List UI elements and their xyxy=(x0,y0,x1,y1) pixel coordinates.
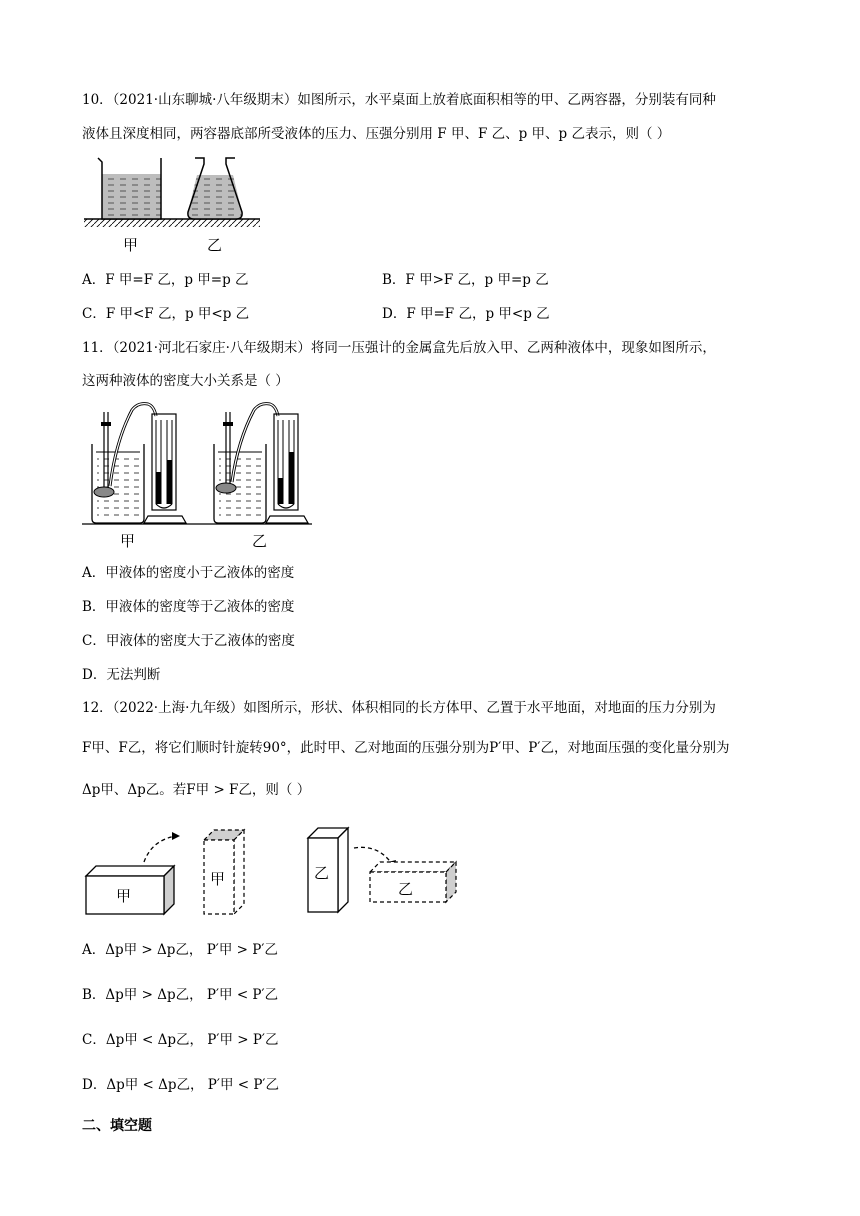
block-yi-vertical xyxy=(308,828,348,912)
q11-stem-line1: 11．（2021·河北石家庄·八年级期末）将同一压强计的金属盒先后放入甲、乙两种液体中，现象如图所示， xyxy=(82,340,716,356)
q11-fig-label-jia: 甲 xyxy=(120,532,136,550)
q11-option-d[interactable]: D．无法判断 xyxy=(82,667,161,683)
block-jia-label: 甲 xyxy=(116,887,132,905)
block-yi-label: 乙 xyxy=(314,864,330,882)
rotate-arrow-2 xyxy=(354,847,392,864)
q11-option-a[interactable]: A．甲液体的密度小于乙液体的密度 xyxy=(82,565,295,581)
beaker-jia xyxy=(98,158,161,219)
q10-fig-label-yi: 乙 xyxy=(207,236,223,254)
q10-fig-label-jia: 甲 xyxy=(123,236,139,254)
rotate-arrow-1-head xyxy=(172,832,180,840)
q12-stem-line2: F甲、F乙，将它们顺时针旋转90°，此时甲、乙对地面的压强分别为P′甲、P′乙，对地面压强的变化量分别为 xyxy=(82,740,730,756)
flask-yi xyxy=(188,158,242,219)
q12-option-a[interactable]: A．Δp甲 > Δp乙， P′甲 > P′乙 xyxy=(82,942,278,958)
table-hatch xyxy=(84,219,260,227)
q11-option-b[interactable]: B．甲液体的密度等于乙液体的密度 xyxy=(82,599,295,615)
q12-figure xyxy=(82,820,462,920)
q11-fig-label-yi: 乙 xyxy=(252,532,268,550)
q10-stem-line1: 10．（2021·山东聊城·八年级期末）如图所示，水平桌面上放着底面积相等的甲、乙两容器，分别装有同种 xyxy=(82,92,716,108)
q10-figure xyxy=(82,152,272,258)
rotate-arrow-1 xyxy=(144,836,176,862)
q10-option-b[interactable]: B．F 甲>F 乙，p 甲=p 乙 xyxy=(382,272,549,288)
block-jia-horizontal xyxy=(86,866,174,914)
q12-stem-line3: Δp甲、Δp乙。若F甲 > F乙，则（ ） xyxy=(82,782,311,798)
q10-option-a[interactable]: A．F 甲=F 乙，p 甲=p 乙 xyxy=(82,272,249,288)
pressure-gauge-jia xyxy=(92,404,186,523)
q11-figure xyxy=(82,400,316,555)
block-jia-vertical xyxy=(204,830,244,914)
q12-option-b[interactable]: B．Δp甲 > Δp乙， P′甲 < P′乙 xyxy=(82,987,279,1003)
q12-option-d[interactable]: D．Δp甲 < Δp乙， P′甲 < P′乙 xyxy=(82,1077,279,1093)
pressure-gauge-yi xyxy=(214,404,308,523)
block-jia-rotated-label: 甲 xyxy=(210,870,226,888)
block-yi-horizontal xyxy=(370,862,456,902)
q10-option-d[interactable]: D．F 甲=F 乙，p 甲<p 乙 xyxy=(382,306,550,322)
section-title-fill-in: 二、填空题 xyxy=(82,1118,152,1134)
q10-stem-line2: 液体且深度相同，两容器底部所受液体的压力、压强分别用 F 甲、F 乙、p 甲、p 乙表示，则（ ） xyxy=(82,126,671,142)
q10-option-c[interactable]: C．F 甲<F 乙，p 甲<p 乙 xyxy=(82,306,250,322)
block-yi-rotated-label: 乙 xyxy=(398,880,414,898)
q11-stem-line2: 这两种液体的密度大小关系是（ ） xyxy=(82,373,289,389)
q11-option-c[interactable]: C．甲液体的密度大于乙液体的密度 xyxy=(82,633,295,649)
q12-stem-line1: 12．（2022·上海·九年级）如图所示，形状、体积相同的长方体甲、乙置于水平地面，对地面的压力分别为 xyxy=(82,700,716,716)
q12-option-c[interactable]: C．Δp甲 < Δp乙， P′甲 > P′乙 xyxy=(82,1032,279,1048)
